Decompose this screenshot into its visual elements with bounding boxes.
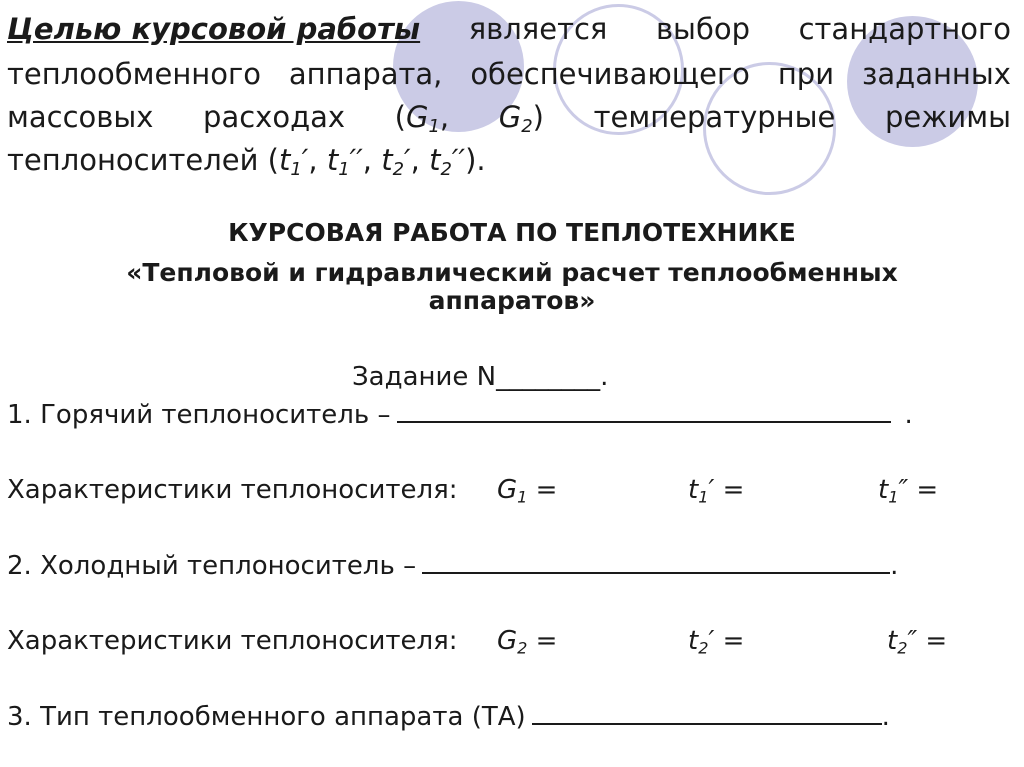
- cold-t2-dprime: $t_2''$ =: [887, 626, 948, 658]
- intro-line-2: [7, 57, 1011, 91]
- coursework-subtitle-cont: аппаратов»: [428, 286, 596, 315]
- hot-carrier-blank[interactable]: [397, 420, 891, 423]
- intro-line-4: теплоносителей ($t_1'$, $t_1''$, $t_2'$, $t_2''$).: [7, 143, 486, 181]
- intro-line-1: [7, 12, 1011, 46]
- intro-word: при: [777, 57, 835, 91]
- apparatus-type-row: 3. Тип теплообменного аппарата (ТА) .: [7, 702, 890, 732]
- cold-carrier-blank[interactable]: [422, 571, 890, 574]
- intro-lead: Целью курсовой работы: [7, 12, 421, 46]
- intro-word: аппарата,: [288, 57, 443, 91]
- hot-t1-prime: $t_1'$ =: [688, 475, 745, 507]
- intro-word: теплообменного: [7, 57, 261, 91]
- task-header: Задание N________.: [352, 362, 609, 392]
- intro-word: выбор: [655, 12, 750, 46]
- hot-g1: $G_1$ =: [497, 475, 558, 507]
- hot-char-label: Характеристики теплоносителя:: [7, 475, 458, 505]
- cold-g2: $G_2$ =: [497, 626, 558, 658]
- cold-carrier-row: 2. Холодный теплоноситель – .: [7, 551, 899, 581]
- intro-word: массовых: [7, 100, 154, 134]
- intro-word: расходах: [203, 100, 346, 134]
- hot-t1-dprime: $t_1''$ =: [878, 475, 939, 507]
- intro-word: является: [468, 12, 608, 46]
- coursework-subtitle: «Тепловой и гидравлический расчет теплообменных: [126, 258, 898, 287]
- intro-word: обеспечивающего: [470, 57, 750, 91]
- hot-carrier-label: 1. Горячий теплоноситель –: [7, 400, 391, 430]
- cold-carrier-label: 2. Холодный теплоноситель –: [7, 551, 417, 581]
- intro-word: температурные: [593, 100, 836, 134]
- intro-g1: ($G_1$,: [394, 100, 450, 138]
- intro-word: стандартного: [798, 12, 1011, 46]
- intro-word: заданных: [861, 57, 1011, 91]
- intro-word: режимы: [884, 100, 1011, 134]
- cold-char-label: Характеристики теплоносителя:: [7, 626, 458, 656]
- intro-g2: $G_2$): [498, 100, 544, 138]
- cold-t2-prime: $t_2'$ =: [688, 626, 745, 658]
- coursework-title: КУРСОВАЯ РАБОТА ПО ТЕПЛОТЕХНИКЕ: [228, 218, 796, 247]
- apparatus-type-label: 3. Тип теплообменного аппарата (ТА): [7, 702, 526, 732]
- intro-line-3: [7, 100, 1011, 138]
- apparatus-type-blank[interactable]: [532, 722, 882, 725]
- hot-carrier-row: 1. Горячий теплоноситель – .: [7, 400, 913, 430]
